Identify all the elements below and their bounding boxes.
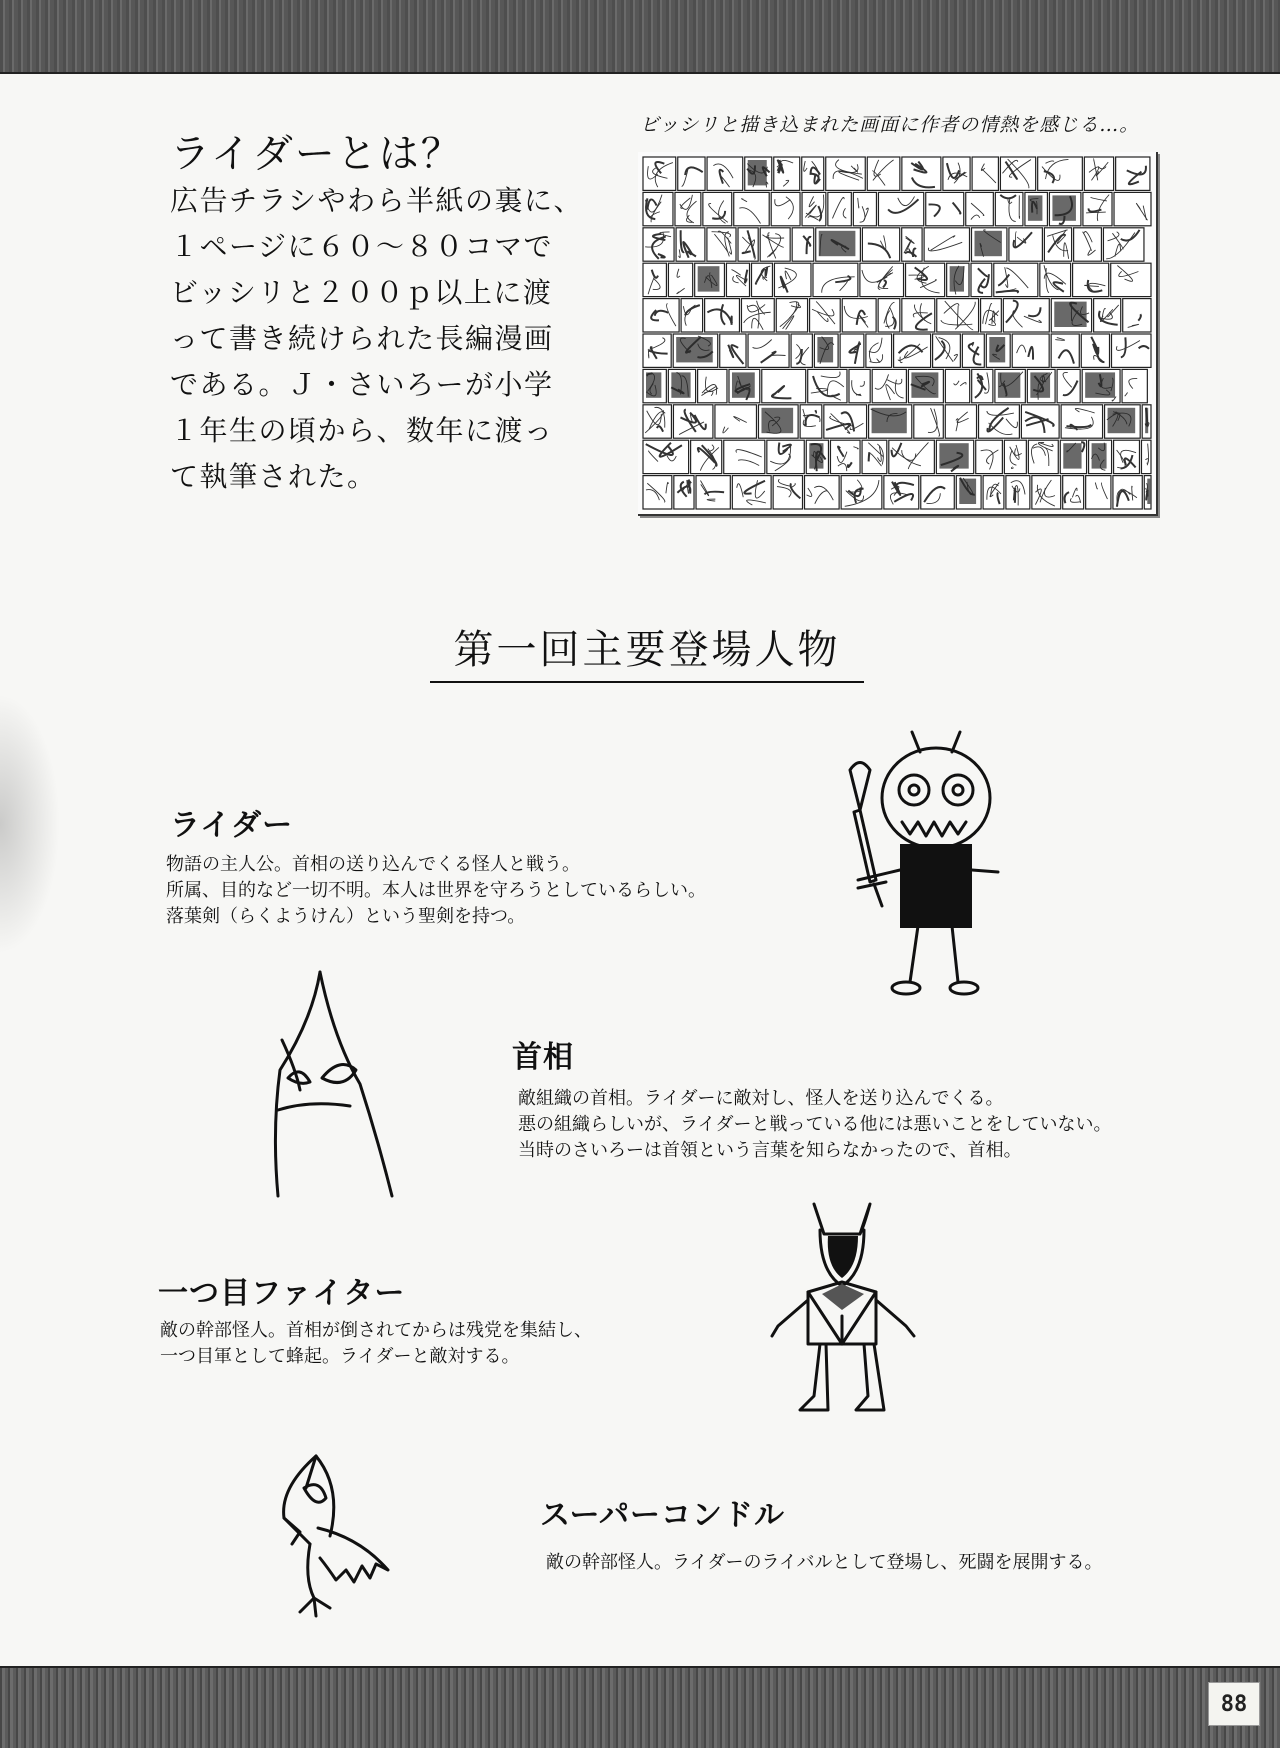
desc-line: 一つ目軍として蜂起。ライダーと敵対する。: [160, 1346, 520, 1367]
desc-line: 悪の組織らしいが、ライダーと戦っている他には悪いことをしていない。: [518, 1114, 1112, 1135]
manga-panel: [1112, 334, 1151, 367]
manga-panel: [983, 476, 1004, 509]
manga-panel: [1038, 157, 1083, 190]
manga-ink-fill: [671, 372, 690, 397]
manga-panel: [1004, 440, 1026, 473]
intro-line: 広告チラシやわら半紙の裏に、: [170, 184, 584, 217]
manga-panel: [902, 228, 922, 261]
manga-ink-fill: [1085, 372, 1115, 397]
intro-line: １ページに６０〜８０コマで: [170, 230, 553, 263]
scan-smudge: [0, 694, 60, 954]
manga-ink-fill: [1063, 443, 1081, 468]
manga-panel: [802, 192, 826, 225]
manga-panel: [724, 440, 765, 473]
intro-body: [170, 178, 584, 500]
character-name-prime-minister: 首相: [512, 1040, 574, 1075]
manga-ink-fill: [698, 266, 720, 291]
rider-drawing: [840, 720, 1040, 1010]
desc-line: 落葉剣（らくようけん）という聖剣を持つ。: [166, 906, 526, 927]
manga-panel: [773, 476, 802, 509]
intro-line: って書き続けられた長編漫画: [170, 322, 554, 355]
manga-ink-fill: [761, 408, 793, 433]
manga-ink-fill: [950, 266, 964, 291]
manga-panel: [681, 299, 703, 332]
page-number: 88: [1208, 1682, 1260, 1726]
character-name-rider: ライダー: [170, 808, 294, 843]
manga-panel: [867, 157, 900, 190]
manga-panel: [707, 157, 743, 190]
manga-panel: [889, 440, 935, 473]
manga-panel: [878, 192, 923, 225]
manga-panel: [752, 263, 773, 296]
manga-ink-fill: [1030, 372, 1050, 397]
manga-panel: [1084, 157, 1113, 190]
manga-scribble: [648, 349, 649, 358]
manga-panel: [675, 192, 701, 225]
desc-line: 敵の幹部怪人。ライダーのライバルとして登場し、死闘を展開する。: [546, 1552, 1103, 1573]
manga-panel: [691, 440, 722, 473]
manga-ink-fill: [732, 372, 755, 397]
manga-panel: [1123, 299, 1151, 332]
scan-top-border: [0, 0, 1280, 72]
manga-ink-fill: [1147, 479, 1150, 504]
manga-panel: [678, 157, 705, 190]
manga-ink-fill: [1092, 443, 1107, 468]
desc-line: 敵組織の首相。ライダーに敵対し、怪人を送り込んでくる。: [518, 1088, 1004, 1109]
manga-panel: [1028, 440, 1058, 473]
desc-line: 当時のさいろーは首領という言葉を知らなかったので、首相。: [518, 1140, 1022, 1161]
manga-panel: [732, 476, 771, 509]
manga-ink-fill: [1028, 195, 1042, 220]
manga-panel: [643, 334, 671, 367]
character-name-super-condor: スーパーコンドル: [540, 1498, 785, 1533]
desc-line: 敵の幹部怪人。首相が倒されてからは残党を集結し、: [160, 1320, 592, 1341]
desc-line: 所属、目的など一切不明。本人は世界を守ろうとしているらしい。: [166, 880, 706, 901]
manga-panel: [808, 369, 847, 402]
manga-panel: [1114, 440, 1140, 473]
manga-ink-fill: [939, 443, 968, 468]
manga-ink-fill: [817, 337, 833, 362]
manga-ink-fill: [1052, 195, 1075, 220]
manga-panel: [1086, 476, 1111, 509]
desc-line: 物語の主人公。首相の送り込んでくる怪人と戦う。: [166, 854, 580, 875]
manga-panel: [643, 299, 679, 332]
manga-panel: [810, 299, 841, 332]
photo-caption: ビッシリと描き込まれた画面に作者の情熱を感じる…。: [640, 114, 1140, 136]
scan-bottom-border: [0, 1668, 1280, 1748]
manga-panel: [828, 192, 851, 225]
intro-line: ビッシリと２００ｐ以上に渡: [170, 276, 553, 309]
manga-ink-fill: [1145, 408, 1148, 433]
manga-panel: [771, 192, 800, 225]
manga-ink-fill: [819, 231, 856, 256]
manga-panel: [840, 334, 864, 367]
manga-panel: [894, 334, 931, 367]
character-desc-super-condor: [546, 1550, 1103, 1576]
manga-panel: [805, 476, 840, 509]
manga-panel: [1003, 299, 1049, 332]
manga-panel: [921, 476, 955, 509]
manga-panel: [933, 334, 961, 367]
intro-line: である。Ｊ・さいろーが小学: [170, 368, 554, 401]
manga-panel: [703, 192, 732, 225]
character-desc-rider: [166, 852, 706, 930]
manga-ink-fill: [1108, 408, 1136, 433]
manga-ink-fill: [1054, 302, 1086, 327]
character-desc-prime-minister: [518, 1086, 1111, 1164]
manga-panel: [943, 157, 970, 190]
manga-ink-fill: [911, 372, 938, 397]
manga-page-photo: [638, 152, 1158, 516]
manga-panel-grid: [638, 152, 1156, 514]
manga-panel: [924, 228, 969, 261]
manga-panel: [945, 369, 969, 402]
manga-ink-fill: [748, 160, 767, 185]
one-eye-fighter-drawing: [764, 1196, 934, 1426]
manga-panel: [813, 263, 858, 296]
manga-panel: [1114, 192, 1151, 225]
character-desc-one-eye-fighter: [160, 1318, 592, 1370]
manga-panel: [972, 157, 998, 190]
manga-ink-fill: [872, 408, 907, 433]
character-name-one-eye-fighter: 一つ目ファイター: [158, 1276, 406, 1311]
manga-panel: [1057, 369, 1080, 402]
manga-panel: [884, 476, 919, 509]
manga-panel: [1141, 440, 1151, 473]
manga-ink-fill: [998, 372, 1020, 397]
manga-ink-fill: [646, 372, 661, 397]
manga-panel: [1063, 476, 1084, 509]
manga-panel: [748, 334, 789, 367]
super-condor-drawing: [270, 1448, 420, 1628]
manga-panel: [966, 192, 994, 225]
intro-line: １年生の頃から、数年に渡っ: [170, 414, 554, 447]
manga-panel: [734, 192, 769, 225]
manga-panel: [853, 192, 876, 225]
manga-ink-fill: [809, 443, 823, 468]
manga-panel: [698, 369, 727, 402]
intro-line: て執筆された。: [170, 460, 377, 493]
manga-panel: [715, 405, 757, 438]
manga-panel: [1111, 263, 1151, 296]
intro-heading: ライダーとは？: [170, 131, 463, 177]
manga-panel: [1122, 369, 1147, 402]
manga-ink-fill: [989, 337, 1005, 362]
section-heading: 第一回主要登場人物: [430, 618, 864, 683]
prime-minister-drawing: [260, 960, 420, 1210]
manga-ink-fill: [959, 479, 976, 504]
manga-ink-fill: [676, 337, 713, 362]
manga-panel: [878, 299, 900, 332]
manga-panel: [643, 228, 674, 261]
manga-panel: [824, 405, 867, 438]
manga-ink-fill: [974, 231, 1001, 256]
